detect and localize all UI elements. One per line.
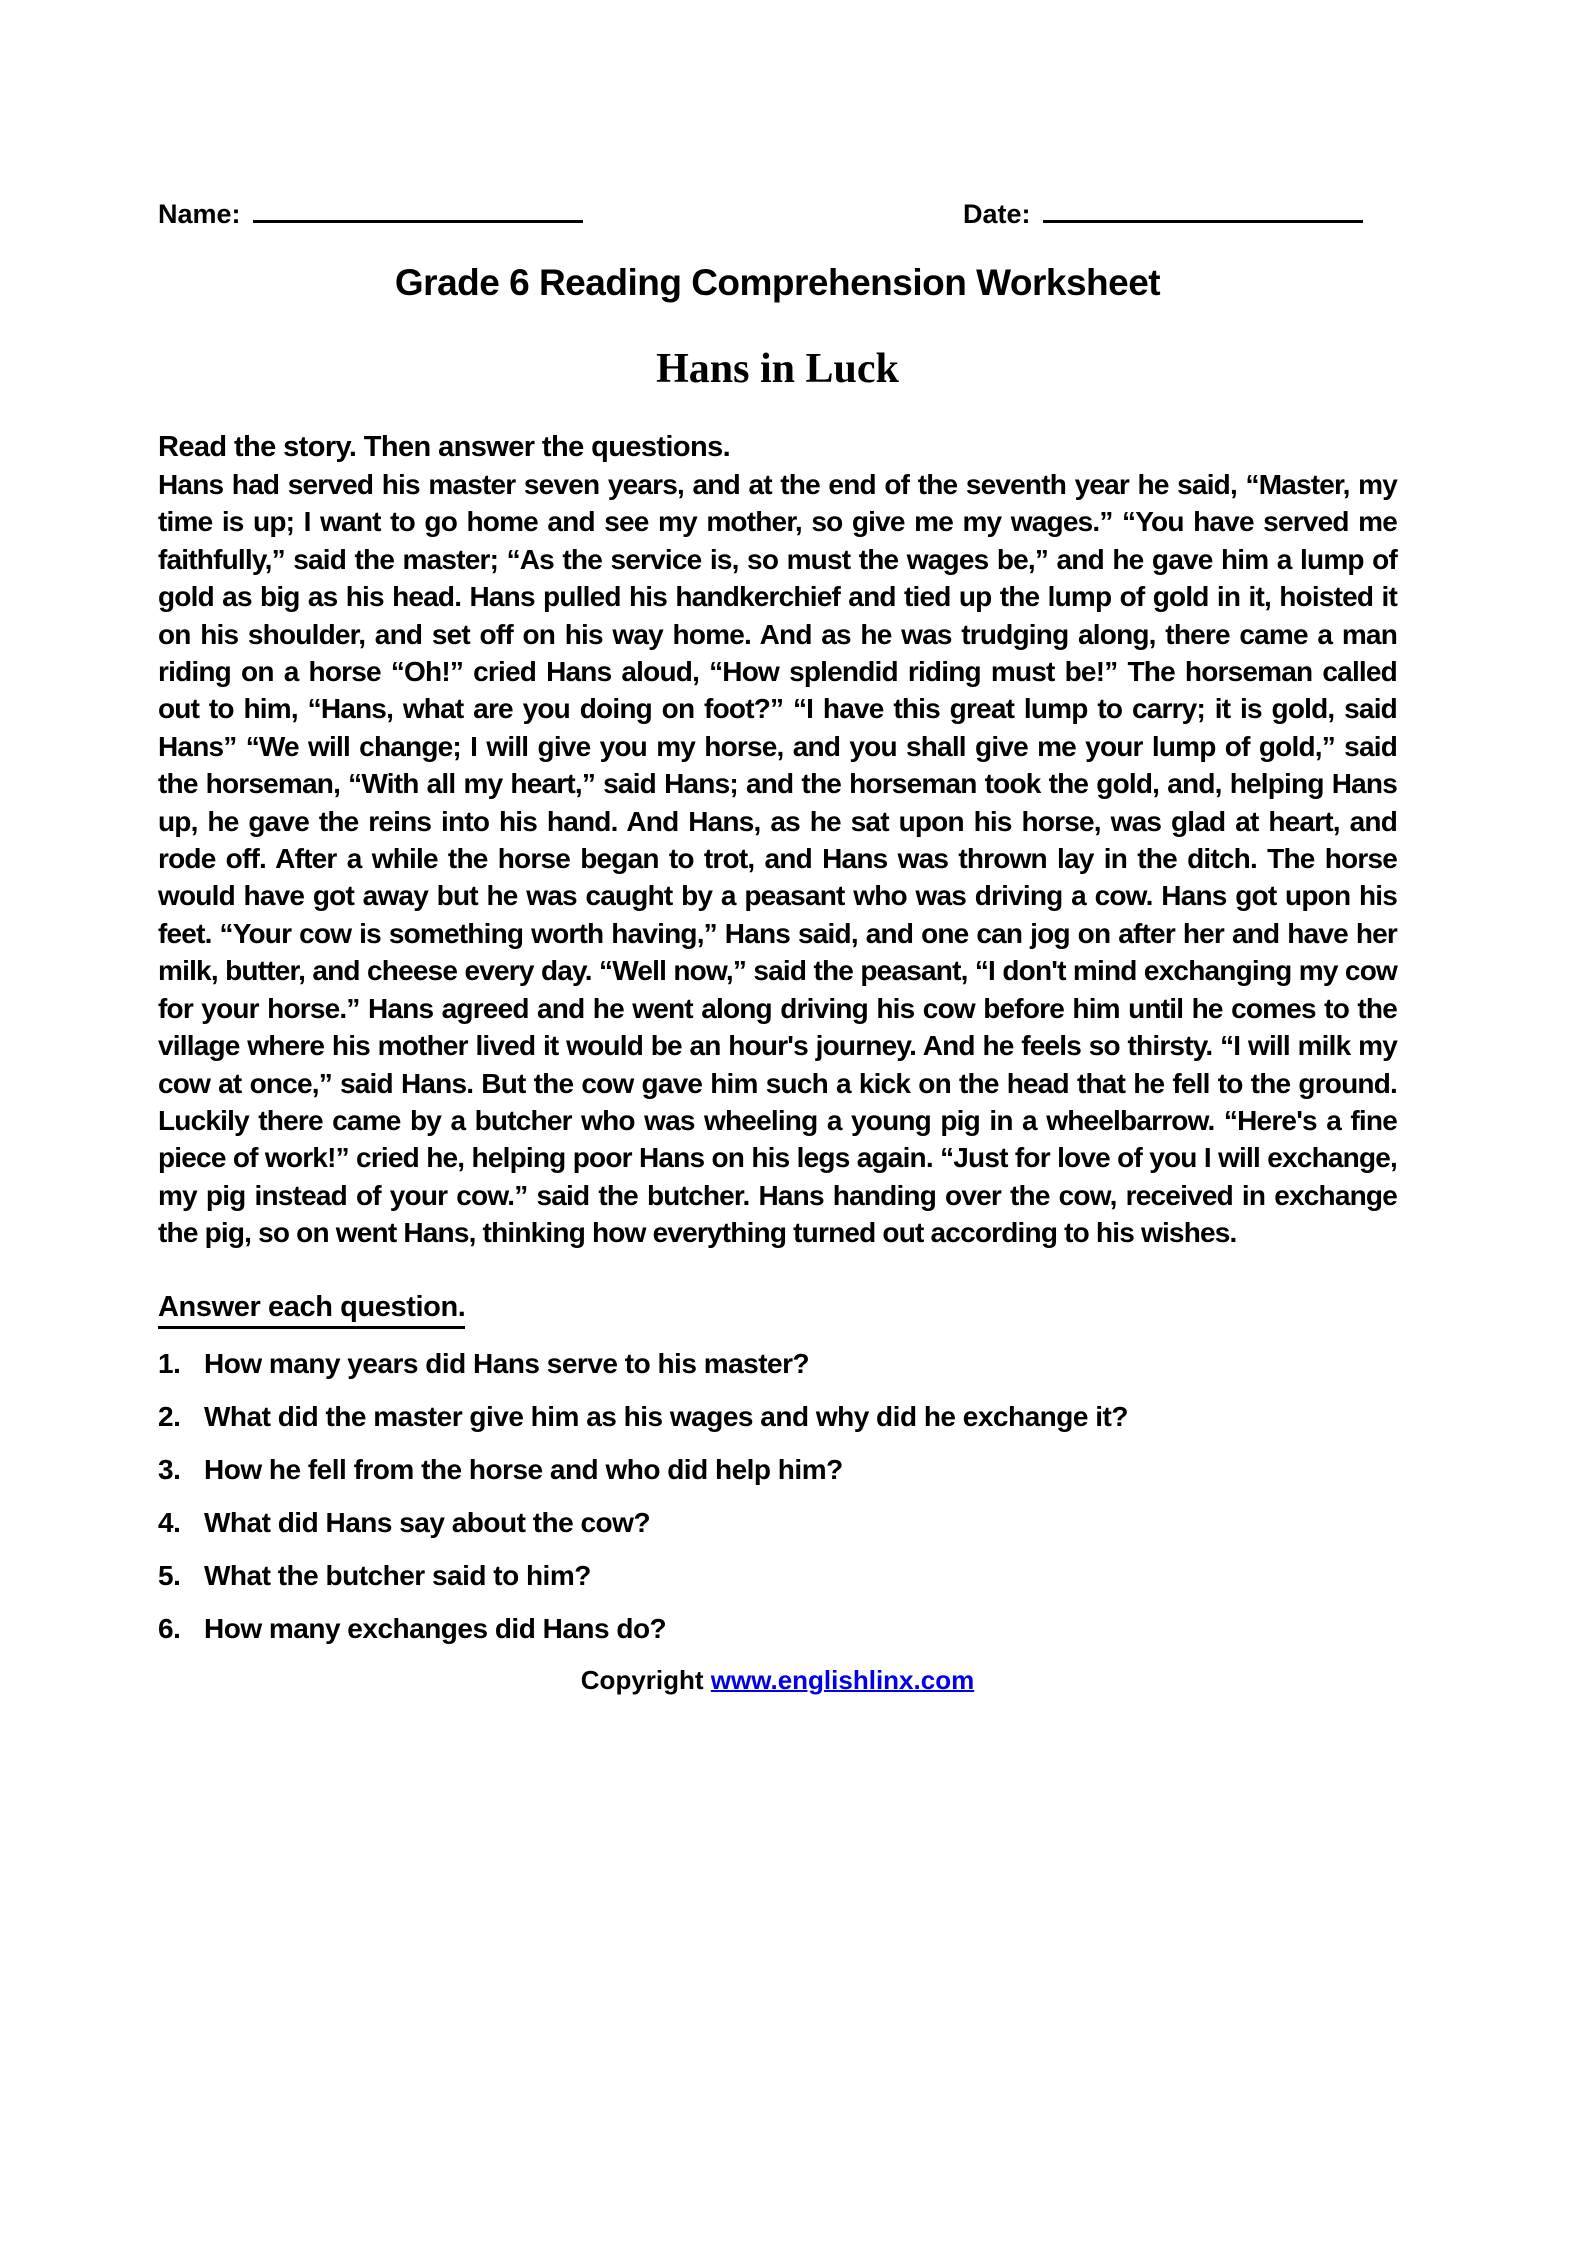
question-row	[158, 1504, 1397, 1541]
name-blank-line	[253, 196, 583, 223]
story-paragraph: Hans had served his master seven years, and at the end of the seventh year he said, “Master, my time is up; I want to go home and see my mother, so give me my wages.” “You have served me faithfully,” said the master; “As the service is, so must the wages be,” and he gave him a lump of gold as big as his head. Hans pulled his handkerchief and tied up the lump of gold in it, hoisted it on his shoulder, and set off on his way home. And as he was trudging along, there came a man riding on a horse “Oh!” cried Hans aloud, “How splendid riding must be!” The horseman called out to him, “Hans, what are you doing on foot?” “I have this great lump to carry; it is gold, said Hans” “We will change; I will give you my horse, and you shall give me your lump of gold,” said the horseman, “With all my heart,” said Hans; and the horseman took the gold, and, helping Hans up, he gave the reins into his hand. And Hans, as he sat upon his horse, was glad at heart, and rode off. After a while the horse began to trot, and Hans was thrown lay in the ditch. The horse would have got away but he was caught by a peasant who was driving a cow. Hans got upon his feet. “Your cow is something worth having,” Hans said, and one can jog on after her and have her milk, butter, and cheese every day. “Well now,” said the peasant, “I don't mind exchanging my cow for your horse.” Hans agreed and he went along driving his cow before him until he comes to the village where his mother lived it would be an hour's journey. And he feels so thirsty. “I will milk my cow at once,” said Hans. But the cow gave him such a kick on the head that he fell to the ground. Luckily there came by a butcher who was wheeling a young pig in a wheelbarrow. “Here's a fine piece of work!” cried he, helping poor Hans on his legs again. “Just for love of you I will exchange, my pig instead of your cow.” said the butcher. Hans handing over the cow, received in exchange the pig, so on went Hans, thinking how everything turned out according to his wishes.	[158, 469, 1397, 1249]
worksheet-page	[0, 196, 1583, 2244]
copyright-link[interactable]: www.englishlinx.com	[710, 1664, 975, 1695]
copyright-label: Copyright	[580, 1664, 704, 1695]
question-number: 4.	[158, 1506, 181, 1538]
answer-heading: Answer each question.	[158, 1292, 465, 1329]
question-number: 6.	[158, 1612, 181, 1644]
question-number: 1.	[158, 1347, 181, 1379]
name-label: Name:	[158, 199, 241, 229]
question-text: How he fell from the horse and who did help him?	[204, 1453, 843, 1485]
date-field	[963, 196, 1363, 230]
instructions-line: Read the story. Then answer the questions.	[158, 431, 731, 463]
worksheet-title: Grade 6 Reading Comprehension Worksheet	[394, 262, 1161, 303]
question-row	[158, 1451, 1397, 1488]
question-number: 2.	[158, 1400, 181, 1432]
question-text: What the butcher said to him?	[204, 1559, 591, 1591]
question-text: How many exchanges did Hans do?	[204, 1612, 667, 1644]
question-text: How many years did Hans serve to his master?	[204, 1347, 810, 1379]
date-label: Date:	[963, 199, 1031, 229]
question-list	[158, 1345, 1397, 1647]
date-blank-line	[1043, 196, 1363, 223]
question-text: What did the master give him as his wages and why did he exchange it?	[204, 1400, 1128, 1432]
question-row	[158, 1398, 1397, 1435]
question-row	[158, 1610, 1397, 1647]
name-field	[158, 196, 583, 230]
footer	[158, 1663, 1397, 1697]
question-number: 5.	[158, 1559, 181, 1591]
question-number: 3.	[158, 1453, 181, 1485]
story-title: Hans in Luck	[656, 346, 899, 392]
question-row	[158, 1345, 1397, 1382]
header-row	[158, 196, 1397, 228]
question-text: What did Hans say about the cow?	[204, 1506, 651, 1538]
question-row	[158, 1557, 1397, 1594]
